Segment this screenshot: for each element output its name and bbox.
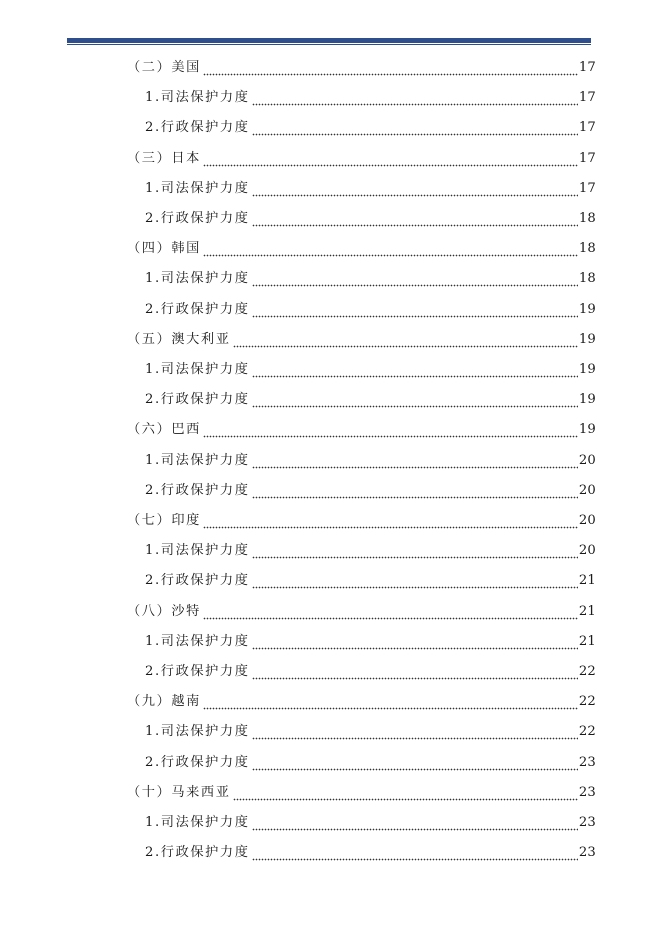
toc-subsection-entry[interactable] <box>145 748 596 778</box>
toc-section-entry[interactable] <box>127 53 596 83</box>
toc-page-number: 23 <box>578 754 596 770</box>
toc-entry-label: （十）马来西亚 <box>127 784 231 800</box>
toc-entry-label: 2.行政保护力度 <box>145 664 250 679</box>
toc-dot-leader <box>203 415 578 445</box>
toc-subsection-entry[interactable] <box>145 295 596 325</box>
toc-subsection-entry[interactable] <box>145 83 596 113</box>
toc-subsection-entry[interactable] <box>145 808 596 838</box>
toc-page-number: 17 <box>578 120 596 136</box>
toc-page-number: 19 <box>578 301 596 317</box>
toc-page-number: 20 <box>578 482 596 498</box>
toc-dot-leader <box>252 476 578 506</box>
toc-entry-label: 2.行政保护力度 <box>145 211 250 226</box>
toc-page-number: 19 <box>578 392 596 408</box>
toc-page-number: 23 <box>578 845 596 861</box>
toc-page-number: 18 <box>578 241 596 257</box>
toc-dot-leader <box>252 264 578 294</box>
toc-subsection-entry[interactable] <box>145 627 596 657</box>
toc-entry-label: （八）沙特 <box>127 603 201 619</box>
toc-entry-label: 1.司法保护力度 <box>145 362 250 377</box>
header-rule-thin <box>67 44 591 45</box>
toc-page-number: 19 <box>578 422 596 438</box>
toc-dot-leader <box>252 385 578 415</box>
toc-dot-leader <box>252 808 578 838</box>
toc-dot-leader <box>252 113 578 143</box>
toc-subsection-entry[interactable] <box>145 113 596 143</box>
toc-page-number: 17 <box>578 90 596 106</box>
toc-section-entry[interactable] <box>127 144 596 174</box>
toc-entry-label: 2.行政保护力度 <box>145 482 250 498</box>
toc-page-number: 19 <box>578 331 596 347</box>
toc-subsection-entry[interactable] <box>145 657 596 687</box>
toc-entry-label: 1.司法保护力度 <box>145 724 250 740</box>
toc-dot-leader <box>252 838 578 868</box>
toc-entry-label: 1.司法保护力度 <box>145 90 250 106</box>
toc-dot-leader <box>252 204 578 234</box>
toc-dot-leader <box>252 446 578 476</box>
toc-dot-leader <box>203 687 578 717</box>
toc-page-number: 23 <box>578 815 596 830</box>
toc-page-number: 20 <box>578 543 596 559</box>
toc-section-entry[interactable] <box>127 687 596 717</box>
toc-page-number: 17 <box>578 180 596 196</box>
toc-page-number: 17 <box>578 60 596 75</box>
toc-dot-leader <box>252 748 578 778</box>
toc-dot-leader <box>252 174 578 204</box>
toc-page-number: 18 <box>578 211 596 226</box>
toc-entry-label: 2.行政保护力度 <box>145 845 250 861</box>
toc-entry-label: 2.行政保护力度 <box>145 392 250 408</box>
toc-dot-leader <box>252 83 578 113</box>
toc-entry-label: （三）日本 <box>127 150 201 166</box>
toc-dot-leader <box>252 717 578 747</box>
toc-subsection-entry[interactable] <box>145 476 596 506</box>
toc-subsection-entry[interactable] <box>145 566 596 596</box>
toc-entry-label: 2.行政保护力度 <box>145 301 250 317</box>
toc-subsection-entry[interactable] <box>145 385 596 415</box>
toc-page-number: 19 <box>578 362 596 377</box>
toc-entry-label: 2.行政保护力度 <box>145 573 250 589</box>
toc-page-number: 20 <box>578 452 596 468</box>
toc-page-number: 17 <box>578 150 596 166</box>
toc-subsection-entry[interactable] <box>145 536 596 566</box>
toc-dot-leader <box>203 144 578 174</box>
toc-section-entry[interactable] <box>127 778 596 808</box>
toc-dot-leader <box>252 355 578 385</box>
toc-page-number: 21 <box>578 633 596 649</box>
toc-subsection-entry[interactable] <box>145 204 596 234</box>
toc-dot-leader <box>203 506 578 536</box>
toc-section-entry[interactable] <box>127 415 596 445</box>
toc-subsection-entry[interactable] <box>145 717 596 747</box>
toc-entry-label: （五）澳大利亚 <box>127 331 231 347</box>
toc-entry-label: 2.行政保护力度 <box>145 120 250 136</box>
toc-dot-leader <box>252 295 578 325</box>
toc-page-number: 23 <box>578 784 596 800</box>
toc-dot-leader <box>233 778 578 808</box>
toc-entry-label: （七）印度 <box>127 513 201 528</box>
toc-dot-leader <box>252 627 578 657</box>
toc-entry-label: 1.司法保护力度 <box>145 815 250 830</box>
toc-section-entry[interactable] <box>127 234 596 264</box>
toc-section-entry[interactable] <box>127 597 596 627</box>
toc-dot-leader <box>233 325 578 355</box>
toc-page-number: 20 <box>578 513 596 528</box>
toc-page-number: 18 <box>578 271 596 287</box>
toc-page-number: 22 <box>578 694 596 710</box>
toc-entry-label: （六）巴西 <box>127 422 201 438</box>
toc-dot-leader <box>252 566 578 596</box>
toc-page-number: 22 <box>578 664 596 679</box>
toc-entry-label: 1.司法保护力度 <box>145 180 250 196</box>
toc-page-number: 21 <box>578 603 596 619</box>
toc-page-number: 22 <box>578 724 596 740</box>
toc-entry-label: 1.司法保护力度 <box>145 271 250 287</box>
toc-dot-leader <box>252 536 578 566</box>
toc-subsection-entry[interactable] <box>145 838 596 868</box>
toc-entry-label: （四）韩国 <box>127 241 201 257</box>
toc-entry-label: 1.司法保护力度 <box>145 543 250 559</box>
toc-dot-leader <box>252 657 578 687</box>
toc-subsection-entry[interactable] <box>145 264 596 294</box>
toc-subsection-entry[interactable] <box>145 446 596 476</box>
toc-section-entry[interactable] <box>127 325 596 355</box>
toc-page-number: 21 <box>578 573 596 589</box>
toc-subsection-entry[interactable] <box>145 355 596 385</box>
toc-dot-leader <box>203 53 578 83</box>
header-rule-thick <box>67 38 591 43</box>
toc-entry-label: （九）越南 <box>127 694 201 710</box>
toc-entry-label: 1.司法保护力度 <box>145 633 250 649</box>
toc-dot-leader <box>203 234 578 264</box>
toc-dot-leader <box>203 597 578 627</box>
toc-section-entry[interactable] <box>127 506 596 536</box>
toc-subsection-entry[interactable] <box>145 174 596 204</box>
toc-entry-label: 2.行政保护力度 <box>145 754 250 770</box>
toc-entry-label: （二）美国 <box>127 60 201 75</box>
toc-entry-label: 1.司法保护力度 <box>145 452 250 468</box>
